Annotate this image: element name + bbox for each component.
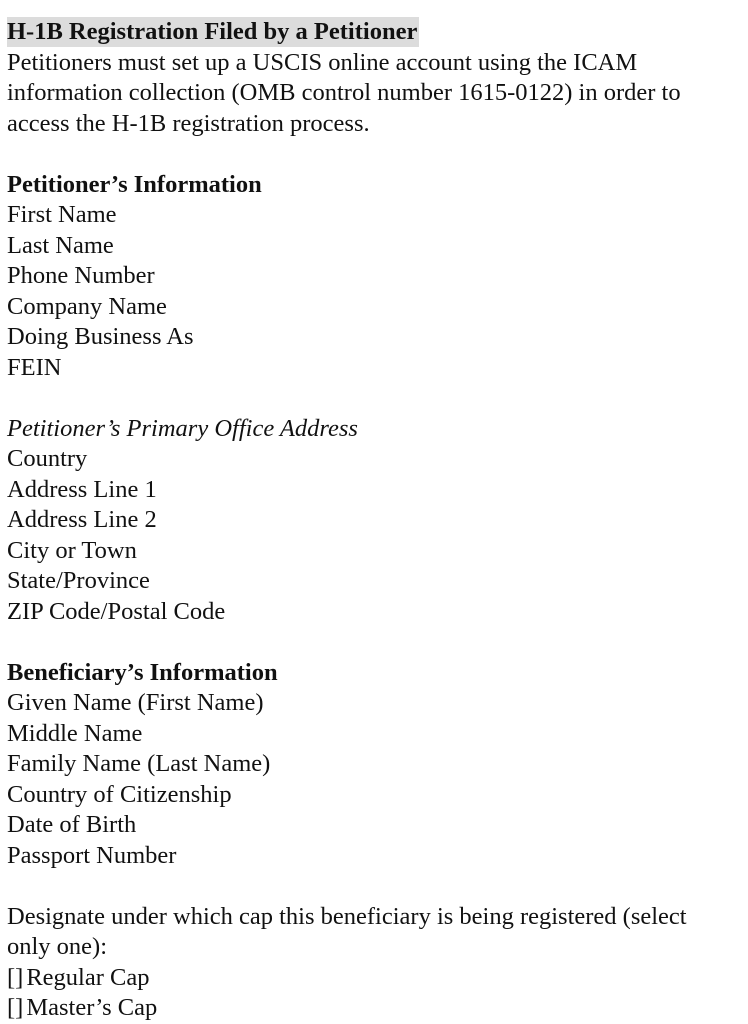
field-label: Address Line 2 xyxy=(7,506,157,533)
cap-option-label: Master’s Cap xyxy=(26,994,158,1021)
field-label: Given Name (First Name) xyxy=(7,689,264,716)
field-label: Country xyxy=(7,445,88,472)
petitioner-info-section xyxy=(7,170,742,384)
field-label: Country of Citizenship xyxy=(7,780,232,808)
intro-paragraph xyxy=(7,48,742,140)
field-label: Company Name xyxy=(7,292,167,320)
primary-office-section xyxy=(7,414,742,628)
field-label: Date of Birth xyxy=(7,811,137,838)
field-label: Last Name xyxy=(7,231,114,259)
checkbox-icon[interactable]: [] xyxy=(7,963,24,991)
title-line xyxy=(7,17,742,48)
field-label: City or Town xyxy=(7,536,137,564)
spacer xyxy=(7,627,742,658)
document-title: H-1B Registration Filed by a Petitioner xyxy=(7,18,418,45)
field-label: FEIN xyxy=(7,353,62,381)
intro-line: access the H-1B registration process. xyxy=(7,109,370,137)
field-label: State/Province xyxy=(7,567,150,594)
cap-instruction-line: Designate under which cap this beneficiary is being registered (select xyxy=(7,902,687,930)
cap-option-regular[interactable] xyxy=(7,963,742,994)
checkbox-icon[interactable]: [] xyxy=(7,994,24,1021)
field-label: Address Line 1 xyxy=(7,475,157,503)
primary-office-heading: Petitioner’s Primary Office Address xyxy=(7,414,358,442)
field-label: Passport Number xyxy=(7,841,177,869)
intro-line: Petitioners must set up a USCIS online account using the ICAM xyxy=(7,48,638,76)
document-page xyxy=(7,17,742,1024)
spacer xyxy=(7,383,742,414)
field-label: Middle Name xyxy=(7,719,143,747)
cap-instruction-line: only one): xyxy=(7,933,108,960)
cap-option-masters[interactable] xyxy=(7,993,742,1024)
field-label: ZIP Code/Postal Code xyxy=(7,597,226,625)
field-label: Family Name (Last Name) xyxy=(7,750,271,777)
spacer xyxy=(7,139,742,170)
beneficiary-info-heading: Beneficiary’s Information xyxy=(7,658,278,686)
cap-section xyxy=(7,902,742,1024)
field-label: First Name xyxy=(7,201,117,228)
petitioner-info-heading: Petitioner’s Information xyxy=(7,170,262,198)
spacer xyxy=(7,871,742,902)
beneficiary-info-section xyxy=(7,658,742,872)
cap-option-label: Regular Cap xyxy=(26,963,150,991)
field-label: Phone Number xyxy=(7,262,155,289)
field-label: Doing Business As xyxy=(7,323,194,350)
intro-line: information collection (OMB control number 1615-0122) in order to xyxy=(7,79,681,106)
